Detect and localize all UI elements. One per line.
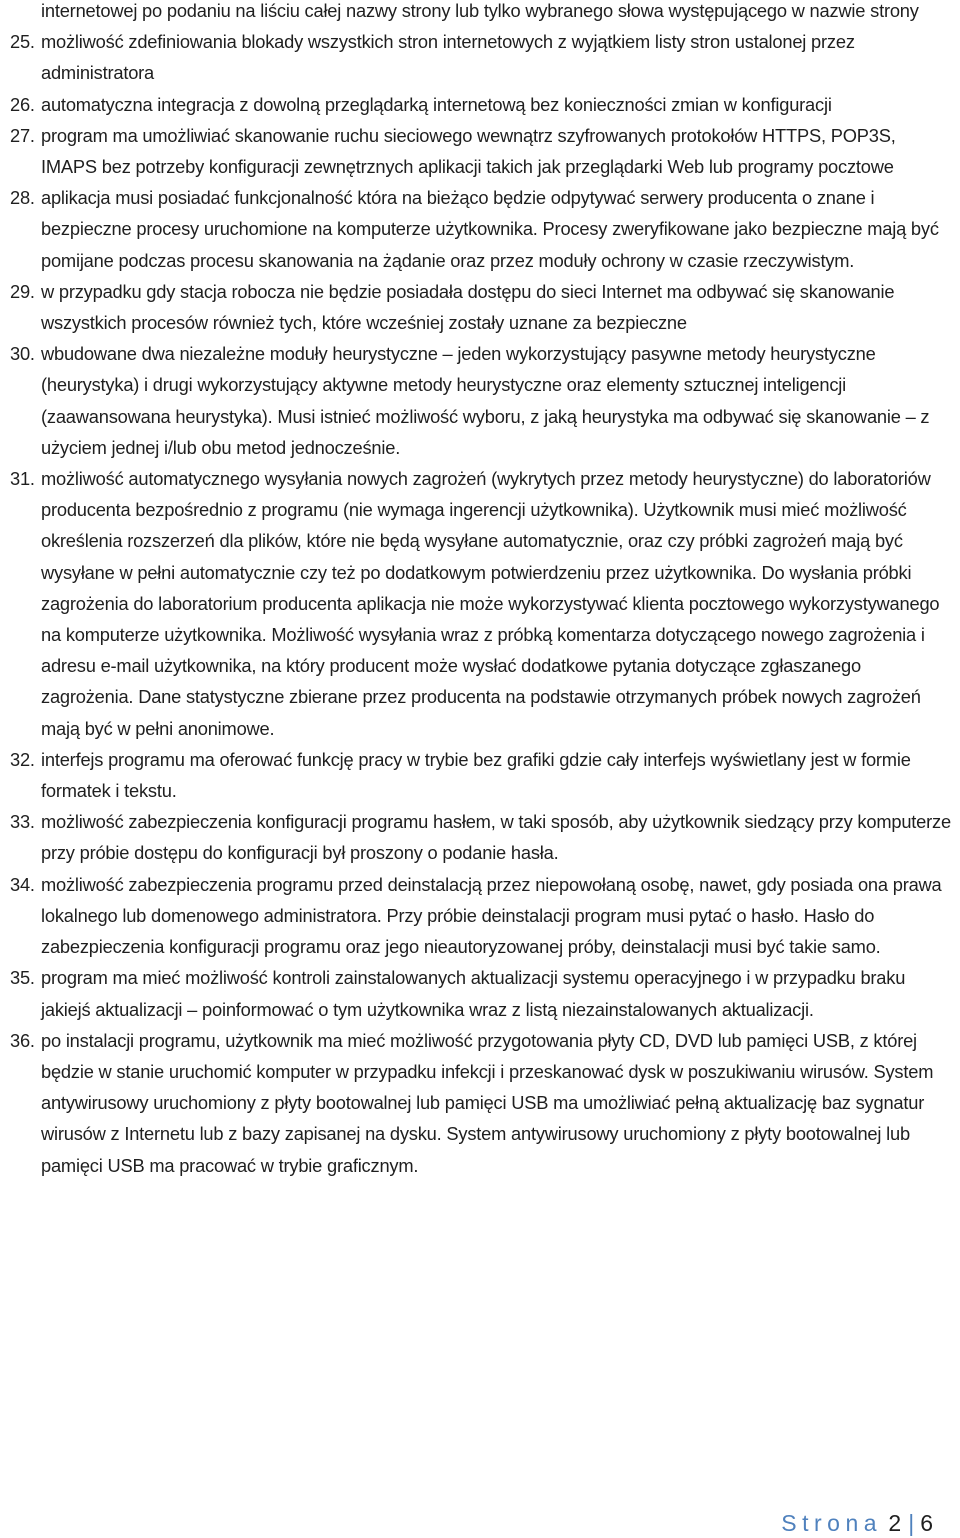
- page-separator: |: [908, 1510, 915, 1536]
- page-label: Strona: [781, 1510, 883, 1536]
- page-total: 6: [920, 1510, 934, 1536]
- list-item: [10, 26, 954, 88]
- list-item: [10, 89, 954, 120]
- item-text: aplikacja musi posiadać funkcjonalność która na bieżąco będzie odpytywać serwery producenta o znane i bezpieczne procesy uruchomione na komputerze użytkownika. Procesy zweryfikowane jako bezpieczne mają być pomijane podczas procesu skanowania na żądanie oraz przez moduły ochrony w czasie rzeczywistym.: [41, 187, 939, 271]
- item-text: automatyczna integracja z dowolną przeglądarką internetową bez konieczności zmian w konfiguracji: [41, 93, 832, 115]
- document-body: [10, 0, 954, 1181]
- item-text: możliwość zdefiniowania blokady wszystkich stron internetowych z wyjątkiem listy stron ustalonej przez administratora: [41, 31, 855, 84]
- item-number: 36.: [10, 1029, 35, 1051]
- item-text: w przypadku gdy stacja robocza nie będzie posiadała dostępu do sieci Internet ma odbywać się skanowanie wszystkich procesów również tych, które wcześniej zostały uznane za bezpieczne: [41, 280, 895, 334]
- list-item: [10, 276, 954, 338]
- item-text: po instalacji programu, użytkownik ma mieć możliwość przygotowania płyty CD, DVD lub pamięci USB, z której będzie w stanie uruchomić komputer w przypadku infekcji i przeskanować dysk w poszukiwaniu wirusów. System antywirusowy uruchomiony z płyty bootowalnej lub pamięci USB ma umożliwiać pełną aktualizację baz sygnatur wirusów z Internetu lub z bazy zapisanej na dysku. System antywirusowy uruchomiony z płyty bootowalnej lub pamięci USB ma pracować w trybie graficznym.: [41, 1029, 934, 1176]
- continued-paragraph: internetowej po podaniu na liściu całej nazwy strony lub tylko wybranego słowa występującego w nazwie strony: [41, 0, 919, 21]
- item-number: 25.: [10, 31, 35, 53]
- item-number: 30.: [10, 343, 35, 365]
- item-number: 35.: [10, 967, 35, 989]
- item-text: wbudowane dwa niezależne moduły heurystyczne – jeden wykorzystujący pasywne metody heurystyczne (heurystyka) i drugi wykorzystujący aktywne metody heurystyczne oraz elementy sztucznej inteligencji (zaawansowana heurystyka). Musi istnieć możliwość wyboru, z jaką heurystyka ma odbywać się skanowanie – z użyciem jednej i/lub obu metod jednocześnie.: [41, 343, 930, 458]
- item-number: 27.: [10, 124, 35, 146]
- item-number: 31.: [10, 468, 35, 490]
- item-text: program ma umożliwiać skanowanie ruchu sieciowego wewnątrz szyfrowanych protokołów HTTPS, POP3S, IMAPS bez potrzeby konfiguracji zewnętrznych aplikacji takich jak przeglądarki Web lub programy pocztowe: [41, 124, 896, 178]
- item-text: możliwość automatycznego wysyłania nowych zagrożeń (wykrytych przez metody heurystyczne) do laboratoriów producenta bezpośrednio z programu (nie wymaga ingerencji użytkownika). Użytkownik musi mieć możliwość określenia rozszerzeń dla plików, które nie będą wysyłane automatycznie, oraz czy próbki zagrożeń mają być wysyłane w pełni automatycznie czy też po dodatkowym potwierdzeniu przez użytkownika. Do wysłania próbki zagrożenia do laboratorium producenta aplikacja nie może wykorzystywać klienta pocztowego wykorzystywanego na komputerze użytkownika. Możliwość wysyłania wraz z próbką komentarza dotyczącego nowego zagrożenia i adresu e-mail użytkownika, na który producent może wysłać dodatkowe pytania dotyczące zgłaszanego zagrożenia. Dane statystyczne zbierane przez producenta na podstawie otrzymanych próbek nowych zagrożeń mają być w pełni anonimowe.: [41, 468, 940, 739]
- page-footer: [781, 1508, 934, 1538]
- item-text: możliwość zabezpieczenia programu przed deinstalacją przez niepowołaną osobę, nawet, gdy posiada ona prawa lokalnego lub domenowego administratora. Przy próbie deinstalacji program musi pytać o hasło. Hasło do zabezpieczenia konfiguracji programu oraz jego nieautoryzowanej próby, deinstalacji musi być takie samo.: [41, 873, 942, 958]
- item-number: 29.: [10, 280, 35, 302]
- list-item: [10, 182, 954, 276]
- item-text: program ma mieć możliwość kontroli zainstalowanych aktualizacji systemu operacyjnego i w przypadku braku jakiejś aktualizacji – poinformować o tym użytkownika wraz z listą niezainstalowanych aktualizacji.: [41, 967, 906, 1020]
- list-item: [10, 962, 954, 1024]
- item-text: możliwość zabezpieczenia konfiguracji programu hasłem, w taki sposób, aby użytkownik siedzący przy komputerze przy próbie dostępu do konfiguracji był proszony o podanie hasła.: [41, 811, 951, 864]
- list-item: [10, 120, 954, 182]
- list-item: [10, 806, 954, 868]
- item-text: interfejs programu ma oferować funkcję pracy w trybie bez grafiki gdzie cały interfejs wyświetlany jest w formie formatek i tekstu.: [41, 748, 911, 802]
- item-number: 28.: [10, 187, 35, 209]
- list-item: [10, 338, 954, 463]
- item-number: 33.: [10, 811, 35, 833]
- item-number: 26.: [10, 93, 35, 115]
- item-number: 32.: [10, 748, 35, 770]
- list-item: [10, 744, 954, 806]
- list-item: [10, 869, 954, 963]
- list-item: [10, 1025, 954, 1181]
- list-item: [10, 463, 954, 744]
- item-number: 34.: [10, 873, 35, 895]
- page-number: 2: [888, 1510, 903, 1536]
